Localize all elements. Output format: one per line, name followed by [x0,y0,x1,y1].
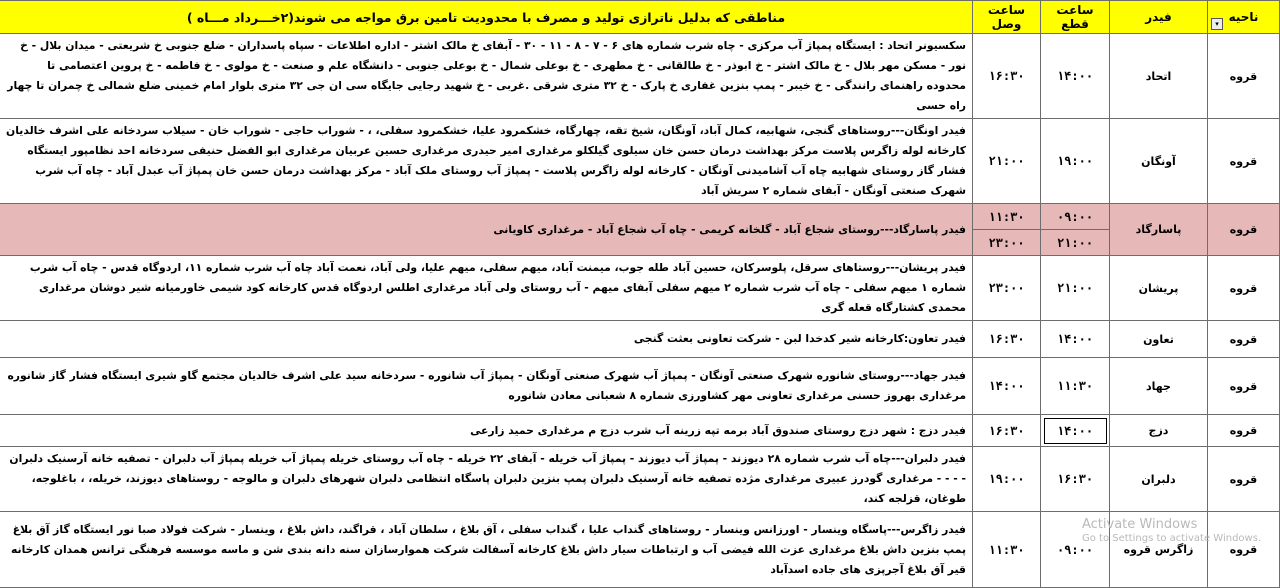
cell-feeder[interactable]: دلبران [1110,447,1208,512]
table-row [0,34,1280,119]
cell-region[interactable]: قروه [1208,358,1280,415]
cell-connect-time[interactable]: ۱۶:۳۰ [973,415,1041,447]
cell-description[interactable]: فیدر دزج : شهر دزج روستای صندوق آباد برمه تپه زرینه آب شرب دزج م مرغداری حمید زارعی [0,415,973,447]
header-description[interactable]: مناطقی که بدلیل ناترازی تولید و مصرف با محدودیت تامین برق مواجه می شوند(۲خـــرداد مـــاه ) [0,1,973,34]
header-region[interactable] [1208,1,1280,34]
cell-region[interactable]: قروه [1208,415,1280,447]
header-cut-time[interactable]: ساعت قطع [1041,1,1110,34]
cell-region[interactable]: قروه [1208,512,1280,588]
cell-cut-time[interactable]: ۱۹:۰۰ [1041,119,1110,204]
cell-cut-time[interactable]: ۱۱:۳۰ [1041,358,1110,415]
cell-feeder[interactable]: پاسارگاد [1110,204,1208,256]
cell-description[interactable]: فیدر جهاد---روستای شانوره شهرک صنعتی آونگان - پمپاژ آب شهرک صنعتی آونگان - پمپاژ آب شانوره - سردخانه سید علی اشرف خالدیان مجتمع گاو شیری ایستگاه فشار گاز شانوره مرغداری بهروز حسنی مرغداری تعاونی مهر کشاورزی شماره ۸ شعبانی معادن شانوره [0,358,973,415]
cell-connect-time[interactable]: ۲۳:۰۰ [973,256,1041,321]
header-feeder[interactable]: فیدر [1110,1,1208,34]
cell-connect-time[interactable]: ۱۱:۳۰ [973,512,1041,588]
table-row [0,119,1280,204]
cell-region[interactable]: قروه [1208,34,1280,119]
cell-feeder[interactable]: اتحاد [1110,34,1208,119]
cell-description[interactable]: سکسیونر اتحاد : ایستگاه پمپاژ آب مرکزی - چاه شرب شماره های ۶ - ۷ - ۸ - ۱۱ - ۳۰ - آبفای خ مالک اشتر - اداره اطلاعات - سپاه پاسداران - ضلع جنوبی خ شریعتی - میدان بلال - خ نور - مسکن مهر بلال - خ مالک اشتر - خ ابوذر - خ طالقانی - خ مطهری - خ بوعلی شمال - خ بوعلی جنوبی - دانشگاه علم و صنعت - خ مولوی - خ فاطمه - خ پروین اعتصامی تا محدوده راهنمای رانندگی - خ خیبر - پمپ بنزین غفاری خ پارک - خ ۳۲ متری شرقی .غربی - خ شهید رجایی جایگاه سی ان جی ۳۲ متری بلوار امام خمینی ضلع شمالی خ چمران تا چهار راه حسی [0,34,973,119]
cell-connect-time-2[interactable]: ۲۳:۰۰ [973,230,1041,256]
cell-feeder[interactable]: زاگرس قروه [1110,512,1208,588]
header-connect-time[interactable]: ساعت وصل [973,1,1041,34]
cell-connect-time[interactable]: ۱۴:۰۰ [973,358,1041,415]
cell-region[interactable]: قروه [1208,256,1280,321]
header-region-label: ناحیه [1228,10,1259,24]
cell-cut-time[interactable]: ۱۶:۳۰ [1041,447,1110,512]
watermark-subtitle: Go to Settings to activate Windows. [1082,533,1262,544]
cell-description[interactable]: فیدر پاسارگاد---روستای شجاع آباد - گلخانه کریمی - چاه آب شجاع آباد - مرغداری کاویانی [0,204,973,256]
cell-cut-time[interactable]: ۰۹:۰۰ [1041,512,1110,588]
cell-region[interactable]: قروه [1208,447,1280,512]
cell-feeder[interactable]: تعاون [1110,321,1208,358]
cell-connect-time[interactable]: ۱۶:۳۰ [973,321,1041,358]
cell-feeder[interactable]: جهاد [1110,358,1208,415]
cell-connect-time[interactable]: ۱۹:۰۰ [973,447,1041,512]
cell-cut-time[interactable]: ۱۴:۰۰ [1041,321,1110,358]
filter-dropdown-icon[interactable]: ▾ [1211,18,1223,30]
cell-feeder[interactable]: دزج [1110,415,1208,447]
header-row [0,1,1280,34]
cell-connect-time[interactable]: ۱۶:۳۰ [973,34,1041,119]
table-row [0,415,1280,447]
cell-cut-time[interactable]: ۰۹:۰۰ [1041,204,1110,230]
cell-description[interactable]: فیدر پریشان---روستاهای سرقل، پلوسرکان، حسین آباد طله جوب، میمنت آباد، میهم سفلی، میهم علیا، ولی آباد، نعمت آباد چاه آب شرب شماره ۱۱، اردوگاه قدس - چاه آب شرب شماره ۱ میهم سفلی - چاه آب شرب شماره ۲ میهم سفلی آبفای میهم - آب روستای ولی آباد مرغداری اطلس اردوگاه قدس کارخانه کود شیمی خاورمیانه شیر دوشان مرغداری محمدی کشتارگاه قعله گری [0,256,973,321]
cell-connect-time[interactable]: ۲۱:۰۰ [973,119,1041,204]
table-row [0,321,1280,358]
cell-feeder[interactable]: آونگان [1110,119,1208,204]
table-row [0,358,1280,415]
cell-cut-time[interactable]: ۲۱:۰۰ [1041,256,1110,321]
cell-description[interactable]: فیدر زاگرس---پاسگاه وینسار - اورزانس وینسار - روستاهای گنداب علیا ، گنداب سفلی ، آق بلاغ ، سلطان آباد ، قراگند، داش بلاغ ، وینسار - شرکت فولاد صبا نور ایستگاه گاز آق بلاغ پمپ بنزین داش بلاغ مرغداری عزت الله فیضی آب و ارتباطات سیار داش بلاغ کارخانه آسفالت شرکت هموارسازان سنه دانه بندی شن و ماسه موسسه فرهنگی ترانس همدان کارخانه قیر آق بلاغ آجرپزی های جاده اسدآباد [0,512,973,588]
table-row [0,512,1280,588]
table-row [0,204,1280,230]
cell-description[interactable]: فیدر دلبران---چاه آب شرب شماره ۲۸ دیوزند - پمپاژ آب دیوزند - پمپاژ آب خریله - آبفای ۲۲ خریله - چاه آب روستای خریله پمپاژ آب خریله پمپاژ آب دلبران - تصفیه خانه آرسنیک دلبران - - - - مرغداری گودرز عبیری مرغداری مژده تصفیه خانه آرسنیک دلبران پمپ بنزین دلبران پاسگاه انتظامی دلبران شهرهای دلبران و مالوجه - روستاهای دیوزند، خریله، ، باغلوجه، طوغان، قزلجه کند، [0,447,973,512]
cell-region[interactable]: قروه [1208,321,1280,358]
cell-connect-time[interactable]: ۱۱:۳۰ [973,204,1041,230]
cell-cut-time-2[interactable]: ۲۱:۰۰ [1041,230,1110,256]
cell-cut-time-selected[interactable]: ۱۴:۰۰ [1041,415,1110,447]
table-row [0,256,1280,321]
cell-region[interactable]: قروه [1208,119,1280,204]
cell-cut-time[interactable]: ۱۴:۰۰ [1041,34,1110,119]
cell-region[interactable]: قروه [1208,204,1280,256]
cell-description[interactable]: فیدر اونگان---روستاهای گنجی، شهابیه، کمال آباد، آونگان، شیخ تقه، چهارگاه، خشکمرود علیا، خشکمرود سفلی، ، - شوراب حاجی - شوراب خان - سیلاب سردخانه علی اشرف خالدیان کارخانه لوله زاگرس پلاست مرکز بهداشت درمان حسن خان سیلوی گیلکلو مرغداری امیر حیدری مرغداری حسین عربیان مرغداری ابو الفضل حنیفی سردخانه احد نظامپور ایستگاه فشار گاز روستای شهابیه چاه آب آشامیدنی آونگان - کارخانه لوله زاگرس پلاست - پمپاژ آب روستای ملک آباد - مرکز بهداشت درمان حسن خان پمپاژ آب عبدل آباد - چاه آب شرب شهرک صنعتی آونگان - آبفای شماره ۲ سریش آباد [0,119,973,204]
cell-description[interactable]: فیدر تعاون:کارخانه شیر کدخدا لبن - شرکت تعاونی بعثت گنجی [0,321,973,358]
cell-feeder[interactable]: پریشان [1110,256,1208,321]
table-row [0,447,1280,512]
watermark-title: Activate Windows [1082,517,1198,532]
